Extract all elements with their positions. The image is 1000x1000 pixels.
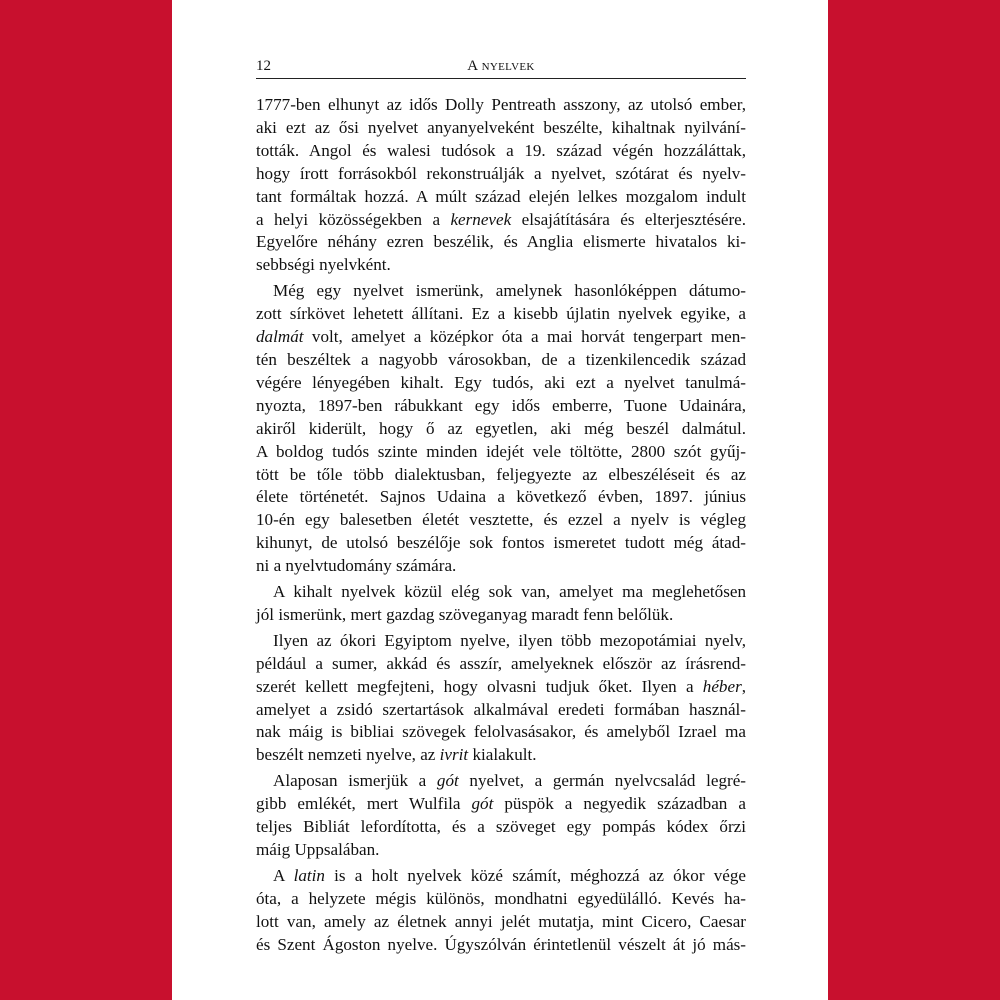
text-line: Még egy nyelvet ismerünk, amelynek hasonlóképpen dátumo- [273, 281, 746, 301]
text-line: végére lényegében kihalt. Egy tudós, aki ezt a nyelvet tanulmá- [256, 372, 746, 392]
text-line: máig Uppsalában. [256, 840, 380, 859]
text-line: sebbségi nyelvként. [256, 255, 391, 275]
text-line: akiről kiderült, hogy ő az egyetlen, aki még beszél dalmátul. [256, 418, 746, 438]
text-line: 1777-ben elhunyt az idős Dolly Pentreath asszony, az utolsó ember, [256, 95, 746, 114]
running-title-text: A nyelvek [467, 58, 535, 74]
text-line: tották. Angol és walesi tudósok a 19. század végén hozzáláttak, [256, 140, 746, 160]
paragraph [256, 581, 746, 627]
paragraph [256, 865, 746, 957]
text-line: aki ezt az ősi nyelvet anyanyelveként beszélte, kihaltnak nyilvání- [256, 117, 746, 137]
paragraph [256, 770, 746, 862]
text-line: A boldog tudós szinte minden idejét vele töltötte, 2800 szót gyűj- [256, 441, 746, 461]
text-line: nak máig is bibliai szövegek felolvasásakor, és amelyből Izrael ma [256, 722, 746, 742]
page-number: 12 [256, 58, 271, 74]
text-line: szerét kellett megfejteni, hogy olvasni tudjuk őket. Ilyen a héber, [256, 676, 746, 696]
running-title [256, 58, 746, 75]
text-line: teljes Bibliát lefordította, és a szöveget egy pompás kódex őrzi [256, 817, 746, 837]
text-line: és Szent Ágoston nyelve. Úgyszólván érintetlenül vészelt át jó más- [256, 934, 746, 954]
text-line: élete történetét. Sajnos Udaina a következő évben, 1897. június [256, 487, 746, 507]
text-line: tött be tőle több dialektusban, feljegyezte az elbeszéléseit és az [256, 464, 746, 484]
text-line: 10-én egy balesetben életét vesztette, és ezzel a nyelv is végleg [256, 510, 746, 530]
text-line: jól ismerünk, mert gazdag szöveganyag maradt fenn belőlük. [256, 604, 674, 624]
text-line: hogy írott forrásokból rekonstruálják a nyelvet, szótárat és nyelv- [256, 163, 746, 183]
text-line: lott van, amely az életnek annyi jelét mutatja, mint Cicero, Caesar [256, 911, 746, 931]
body-text [256, 94, 746, 957]
text-line: tant formáltak hozzá. A múlt század elején lelkes mozgalom indult [256, 186, 746, 206]
text-line: beszélt nemzeti nyelve, az ivrit kialakult. [256, 745, 537, 765]
text-line: Ilyen az ókori Egyiptom nyelve, ilyen több mezopotámiai nyelv, [273, 630, 746, 650]
page-header [256, 58, 746, 79]
text-line: tén beszéltek a nagyobb városokban, de a tizenkilencedik század [256, 349, 746, 369]
text-line: gibb emlékét, mert Wulfila gót püspök a negyedik században a [256, 794, 746, 814]
text-line: óta, a helyzete mégis különös, mondhatni egyedülálló. Kevés ha- [256, 888, 746, 908]
paragraph [256, 280, 746, 578]
text-line: kihunyt, de utolsó beszélője sok fontos ismeretet tudott még átad- [256, 533, 746, 553]
paragraph [256, 630, 746, 767]
text-line: ni a nyelvtudomány számára. [256, 556, 457, 576]
text-line: a helyi közösségekben a kernevek elsajátítására és elterjesztésére. [256, 209, 746, 229]
text-line: amelyet a zsidó szertartások alkalmával eredeti formában használ- [256, 699, 746, 719]
text-line: Egyelőre néhány ezren beszélik, és Anglia elismerte hivatalos ki- [256, 232, 746, 252]
book-page [172, 0, 828, 1000]
text-line: A kihalt nyelvek közül elég sok van, amelyet ma meglehetősen [273, 582, 746, 602]
text-line: nyozta, 1897-ben rábukkant egy idős emberre, Tuone Udainára, [256, 395, 746, 415]
text-line: például a sumer, akkád és asszír, amelyeknek először az írásrend- [256, 653, 746, 673]
text-line: dalmát volt, amelyet a középkor óta a mai horvát tengerpart men- [256, 327, 746, 347]
text-line: A latin is a holt nyelvek közé számít, méghozzá az ókor vége [273, 865, 746, 885]
text-line: Alaposan ismerjük a gót nyelvet, a germán nyelvcsalád legré- [273, 771, 746, 791]
paragraph [256, 94, 746, 277]
text-line: zott sírkövet lehetett állítani. Ez a kisebb újlatin nyelvek egyike, a [256, 304, 746, 324]
